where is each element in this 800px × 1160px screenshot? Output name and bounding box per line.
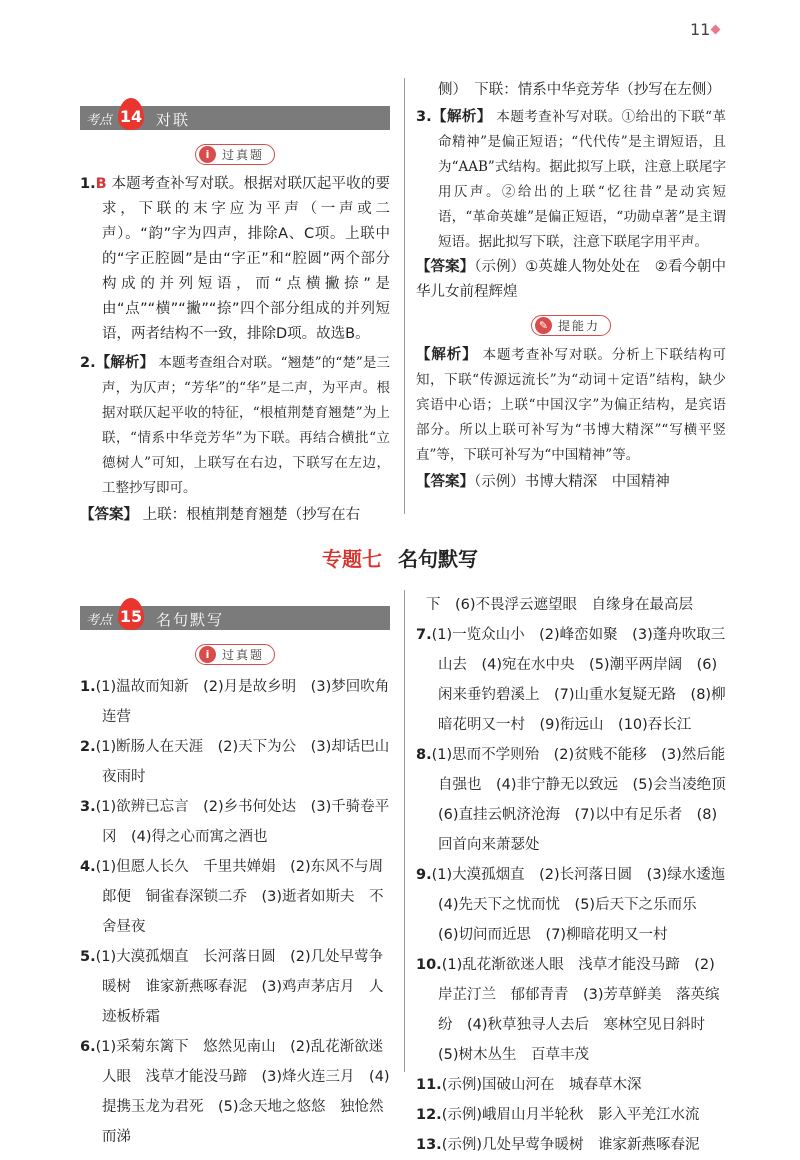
list-item: 7.(1)一览众山小 (2)峰峦如聚 (3)蓬舟吹取三山去 (4)宛在水中央 (5)潮平两岸阔 (6)闲来垂钓碧溪上 (7)山重水复疑无路 (8)柳暗花明又一村 (9)衔远山 (10)吞长江 bbox=[416, 627, 726, 733]
item-6-continuation: 下 (6)不畏浮云遮望眼 自缘身在最高层 bbox=[426, 597, 694, 613]
list-item: 11.(示例)国破山河在 城春草木深 bbox=[416, 1077, 642, 1093]
q2-answer-continuation: 侧） 下联：情系中华竞芳华（抄写在左侧） bbox=[438, 82, 721, 98]
list-item: 10.(1)乱花渐欲迷人眼 浅草才能没马蹄 (2)岸芷汀兰 郁郁青青 (3)芳草鲜美 落英缤纷 (4)秋草独寻人去后 寒林空见日斜时 (5)树木丛生 百草丰茂 bbox=[416, 957, 720, 1063]
info-icon: i bbox=[199, 646, 216, 663]
top-left-column bbox=[80, 98, 390, 528]
top-right-column bbox=[416, 78, 726, 495]
kaodian-header-15 bbox=[80, 598, 390, 634]
page-number: 11 bbox=[690, 20, 711, 39]
page-number-diamond-icon bbox=[711, 25, 721, 35]
list-item: 3.(1)欲辨已忘言 (2)乡书何处达 (3)千骑卷平冈 (4)得之心而寓之酒也 bbox=[80, 799, 390, 845]
question-2-answer: 【答案】 上联：根植荆楚育翘楚（抄写在右 bbox=[80, 507, 361, 523]
list-item: 2.(1)断肠人在天涯 (2)天下为公 (3)却话巴山夜雨时 bbox=[80, 739, 390, 785]
column-divider-top bbox=[404, 78, 405, 514]
kaodian-label: 考点 bbox=[86, 613, 113, 628]
list-item: 6.(1)采菊东篱下 悠然见南山 (2)乱花渐欲迷人眼 浅草才能没马蹄 (3)烽火连三月 (4)提携玉龙为君死 (5)念天地之悠悠 独怆然而涕 bbox=[80, 1039, 390, 1145]
list-item: 5.(1)大漠孤烟直 长河落日圆 (2)几处早莺争暖树 谁家新燕啄春泥 (3)鸡声茅店月 人迹板桥霜 bbox=[80, 949, 384, 1025]
column-divider-bottom bbox=[404, 590, 405, 1072]
guo-zhenti-badge: i 过真题 bbox=[195, 644, 275, 665]
section-label: 专题七 bbox=[322, 547, 382, 571]
kaodian-title: 对联 bbox=[156, 111, 191, 129]
guo-zhenti-badge: i 过真题 bbox=[195, 144, 275, 165]
info-icon: i bbox=[199, 146, 216, 163]
kaodian-header-14 bbox=[80, 98, 390, 134]
bottom-left-column bbox=[80, 598, 390, 1152]
question-2: 2.【解析】 本题考查组合对联。“翘楚”的“楚”是三声，为仄声；“芳华”的“华”是二声，为平声。根据对联仄起平收的特征，“根植荆楚育翘楚”为上联，“情系中华竞芳华”为下联。再结合横批“立德树人”可知，上联写在右边，下联写在左边，工整抄写即可。 bbox=[80, 355, 390, 496]
list-item: 12.(示例)峨眉山月半轮秋 影入平羌江水流 bbox=[416, 1107, 700, 1123]
kaodian-number: 15 bbox=[119, 607, 143, 626]
question-4-answer: 【答案】（示例）书博大精深 中国精神 bbox=[416, 474, 670, 490]
list-item: 13.(示例)几处早莺争暖树 谁家新燕啄春泥 bbox=[416, 1137, 700, 1153]
ti-nengli-badge: ✎ 提能力 bbox=[531, 315, 611, 336]
q1-choice: B bbox=[95, 176, 107, 192]
question-4: 【解析】 本题考查补写对联。分析上下联结构可知，下联“传源远流长”为“动词＋定语”结构，缺少宾语中心语；上联“中国汉字”为偏正结构，是宾语部分。所以上联可补写为“书博大精深”“写横平竖直”等，下联可补写为“中国精神”等。 bbox=[416, 347, 726, 463]
kaodian-label: 考点 bbox=[86, 113, 113, 128]
question-1: 1.B 本题考查补写对联。根据对联仄起平收的要求，下联的末字应为平声（一声或二声）。“韵”字为四声，排除A、C项。上联中的“字正腔圆”是由“字正”和“腔圆”两个部分构成的并列短语，而“点横撇捺”是由“点”“横”“撇”“捺”四个部分组成的并列短语，两者结构不一致，排除D项。故选B。 bbox=[80, 176, 390, 342]
list-item: 8.(1)思而不学则殆 (2)贫贱不能移 (3)然后能自强也 (4)非宁静无以致远 (5)会当凌绝顶 (6)直挂云帆济沧海 (7)以中有足乐者 (8)回首向来萧瑟处 bbox=[416, 747, 741, 853]
question-3: 3.【解析】 本题考查补写对联。①给出的下联“革命精神”是偏正短语；“代代传”是主谓短语，且为“AAB”式结构。据此拟写上联，注意上联尾字用仄声。②给出的上联“忆往昔”是动宾短语，“革命英雄”是偏正短语，“功勋卓著”是主谓短语。据此拟写下联，注意下联尾字用平声。 bbox=[416, 109, 726, 250]
list-item: 9.(1)大漠孤烟直 (2)长河落日圆 (3)绿水逶迤 (4)先天下之忧而忧 (5)后天下之乐而乐 (6)切问而近思 (7)柳暗花明又一村 bbox=[416, 867, 740, 943]
kaodian-number: 14 bbox=[119, 107, 143, 126]
bottom-right-column bbox=[416, 590, 741, 1160]
pencil-icon: ✎ bbox=[535, 317, 552, 334]
kaodian-title: 名句默写 bbox=[156, 611, 225, 629]
question-3-answer: 【答案】（示例）①英雄人物处处在 ②看今朝中华儿女前程辉煌 bbox=[416, 259, 727, 300]
section-name: 名句默写 bbox=[398, 547, 478, 571]
list-item: 1.(1)温故而知新 (2)月是故乡明 (3)梦回吹角连营 bbox=[80, 679, 390, 725]
section-title bbox=[0, 543, 800, 572]
list-item: 4.(1)但愿人长久 千里共婵娟 (2)东风不与周郎便 铜雀春深锁二乔 (3)逝者如斯夫 不舍昼夜 bbox=[80, 859, 384, 935]
